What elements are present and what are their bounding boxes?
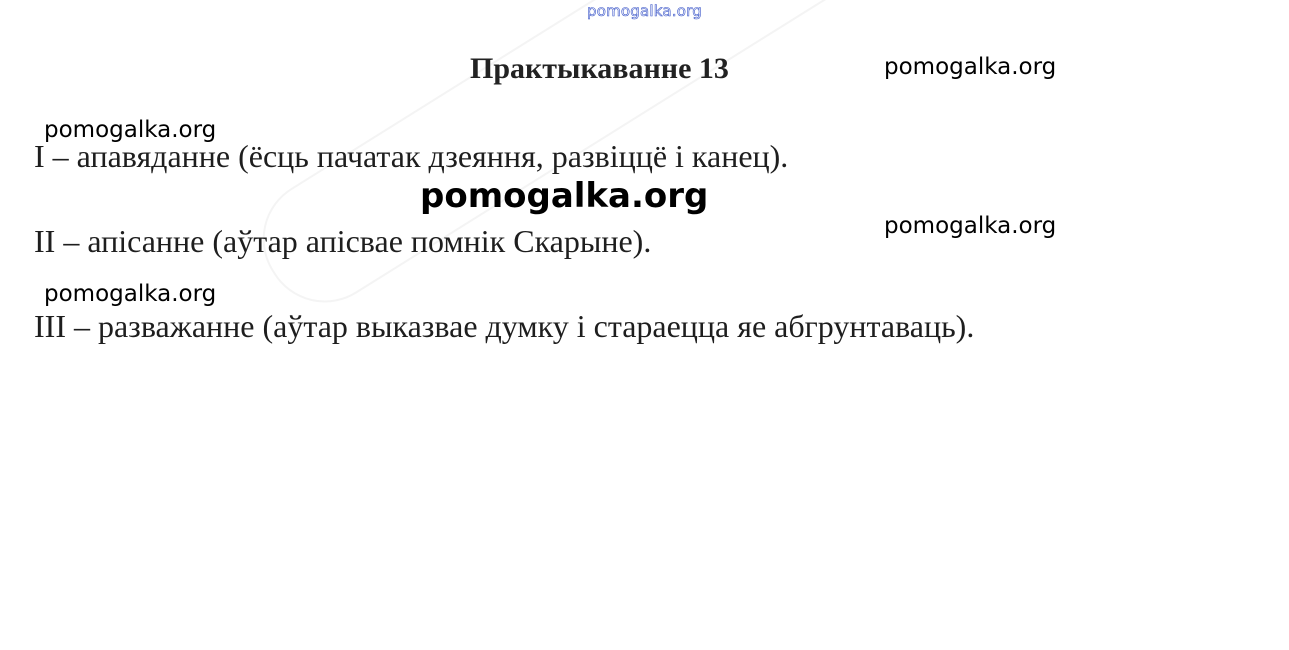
watermark-text: pomogalka.org xyxy=(44,281,217,307)
watermark-text: pomogalka.org xyxy=(884,54,1057,80)
header-watermark: pomogalka.org xyxy=(587,2,702,20)
watermark-text: pomogalka.org xyxy=(884,213,1057,239)
answer-line-2: II – апісанне (аўтар апісвае помнік Скарыне). xyxy=(34,223,652,259)
answer-line-1: I – апавяданне (ёсць пачатак дзеяння, развіццё і канец). xyxy=(34,138,789,174)
answer-line-3: III – разважанне (аўтар выказвае думку і стараецца яе абгрунтаваць). xyxy=(34,308,975,344)
watermark-text: pomogalka.org xyxy=(44,117,217,143)
watermark-text-large: pomogalka.org xyxy=(420,176,709,216)
exercise-title: Практыкаванне 13 xyxy=(470,52,729,85)
